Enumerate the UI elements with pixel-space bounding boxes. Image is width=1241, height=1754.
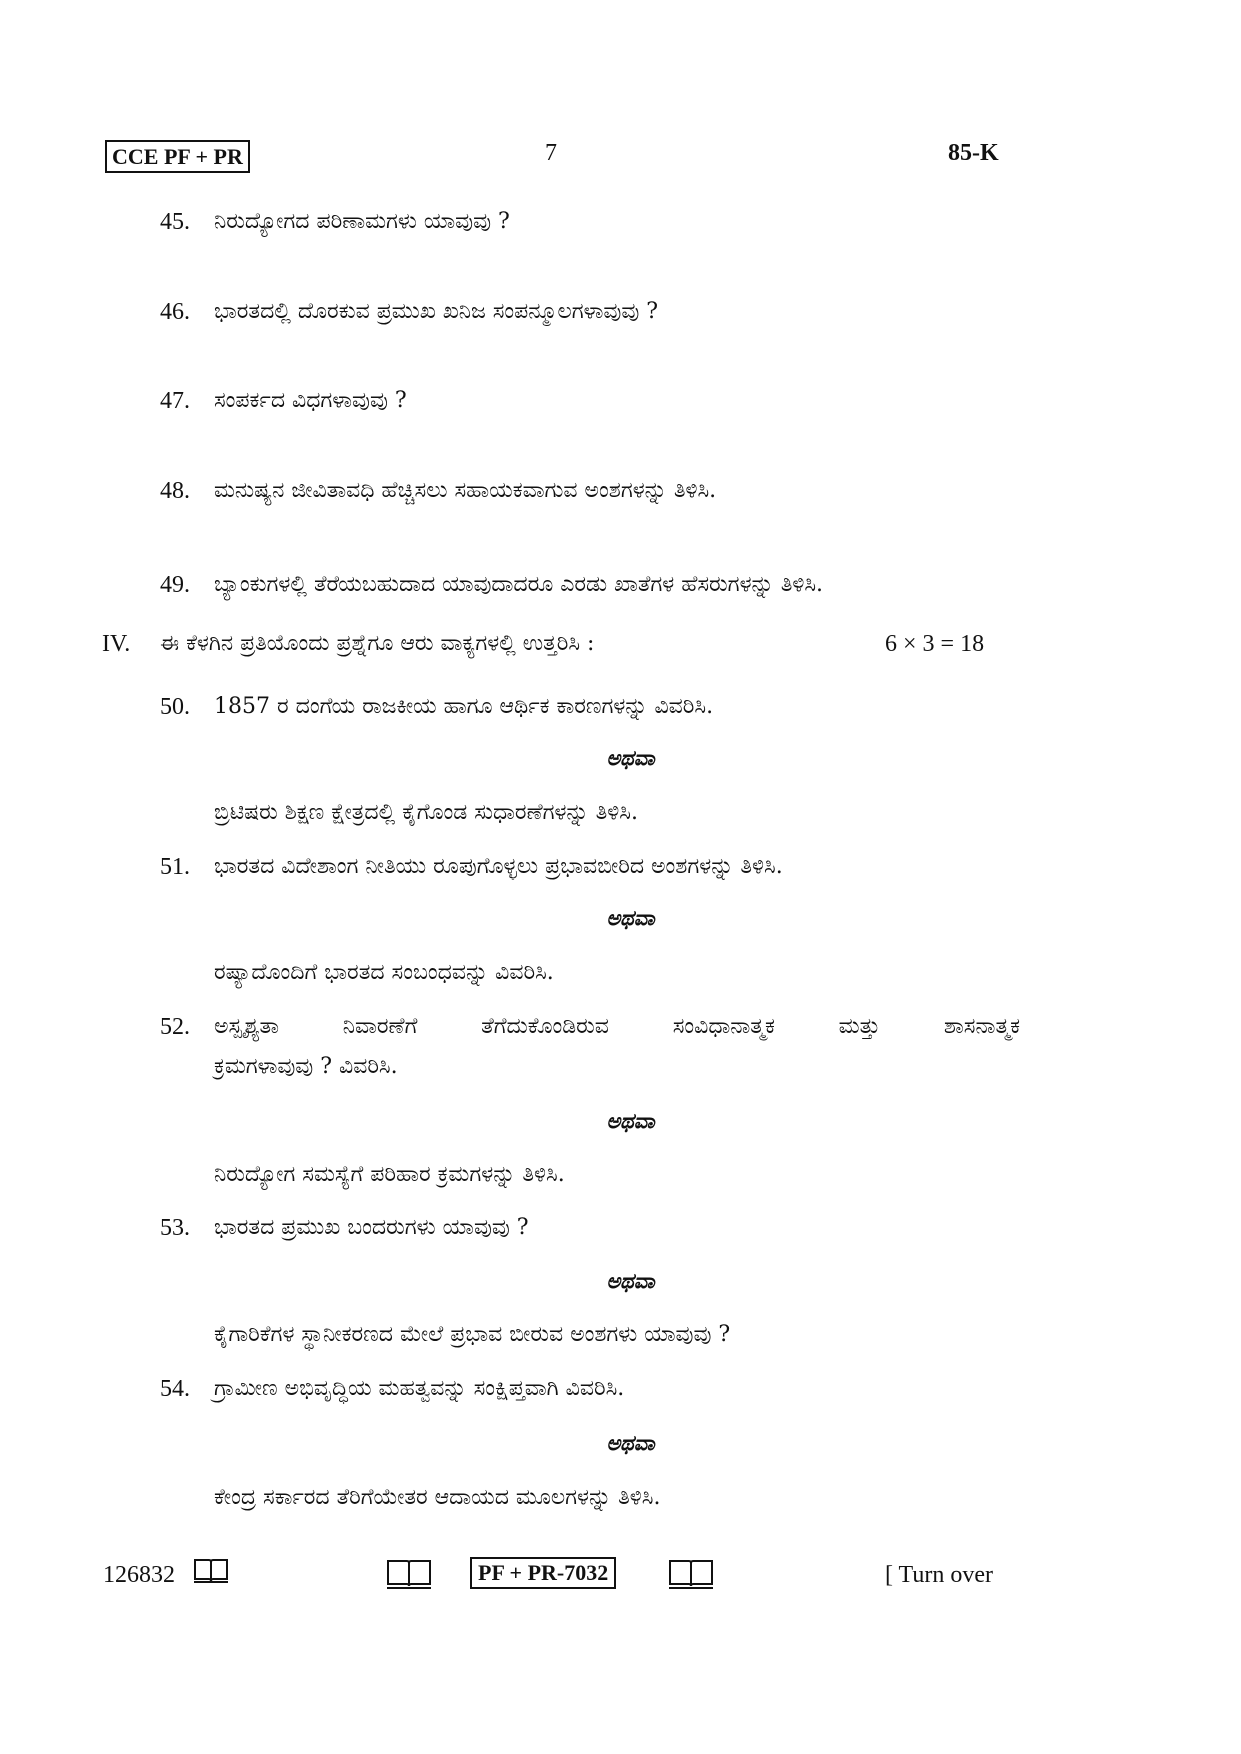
question-text: ಭಾರತದ ವಿದೇಶಾಂಗ ನೀತಿಯು ರೂಪುಗೊಳ್ಳಲು ಪ್ರಭಾವಬೀರಿದ ಅಂಶಗಳನ್ನು ತಿಳಿಸಿ. [214,854,783,879]
footer-code: 126832 [103,1562,175,1588]
header-code-box: CCE PF + PR [105,140,250,173]
question-number: 45. [160,209,190,235]
question-51-alternative: ರಷ್ಯಾದೊಂದಿಗೆ ಭಾರತದ ಸಂಬಂಧವನ್ನು ವಿವರಿಸಿ. [214,960,554,985]
page-number: 7 [545,140,557,166]
question-number: 54. [160,1376,190,1402]
or-label: ಅಥವಾ [606,1430,655,1455]
question-number: 49. [160,572,190,598]
section-number: IV. [102,631,131,657]
question-text: ನಿರುದ್ಯೋಗದ ಪರಿಣಾಮಗಳು ಯಾವುವು ? [214,209,510,234]
question-54-alternative: ಕೇಂದ್ರ ಸರ್ಕಾರದ ತೆರಿಗೆಯೇತರ ಆದಾಯದ ಮೂಲಗಳನ್ನು ತಿಳಿಸಿ. [214,1485,661,1510]
question-text: ಭಾರತದಲ್ಲಿ ದೊರಕುವ ಪ್ರಮುಖ ಖನಿಜ ಸಂಪನ್ಮೂಲಗಳಾವುವು ? [214,299,659,324]
or-label: ಅಥವಾ [606,745,655,770]
question-number: 48. [160,478,190,504]
question-53-alternative: ಕೈಗಾರಿಕೆಗಳ ಸ್ಥಾನೀಕರಣದ ಮೇಲೆ ಪ್ರಭಾವ ಬೀರುವ ಅಂಶಗಳು ಯಾವುವು ? [214,1322,731,1347]
book-icon [386,1556,432,1594]
book-icon [668,1556,714,1594]
question-number: 50. [160,694,190,720]
question-number: 53. [160,1215,190,1241]
or-label: ಅಥವಾ [606,1268,655,1293]
section-instruction: ಈ ಕೆಳಗಿನ ಪ್ರತಿಯೊಂದು ಪ್ರಶ್ನೆಗೂ ಆರು ವಾಕ್ಯಗಳಲ್ಲಿ ಉತ್ತರಿಸಿ : [160,631,595,656]
question-text: 1857 ರ ದಂಗೆಯ ರಾಜಕೀಯ ಹಾಗೂ ಆರ್ಥಿಕ ಕಾರಣಗಳನ್ನು ವಿವರಿಸಿ. [214,694,714,719]
question-52-alternative: ನಿರುದ್ಯೋಗ ಸಮಸ್ಯೆಗೆ ಪರಿಹಾರ ಕ್ರಮಗಳನ್ನು ತಿಳಿಸಿ. [214,1162,565,1187]
or-label: ಅಥವಾ [606,905,655,930]
question-text: ಭಾರತದ ಪ್ರಮುಖ ಬಂದರುಗಳು ಯಾವುವು ? [214,1215,529,1240]
or-label: ಅಥವಾ [606,1108,655,1133]
question-number: 47. [160,388,190,414]
question-number: 52. [160,1014,190,1040]
question-text: ಮನುಷ್ಯನ ಜೀವಿತಾವಧಿ ಹೆಚ್ಚಿಸಲು ಸಹಾಯಕವಾಗುವ ಅಂಶಗಳನ್ನು ತಿಳಿಸಿ. [214,478,717,503]
question-text-line-2: ಕ್ರಮಗಳಾವುವು ? ವಿವರಿಸಿ. [214,1054,398,1079]
turn-over-note: [ Turn over [885,1562,994,1588]
question-50-alternative: ಬ್ರಿಟಿಷರು ಶಿಕ್ಷಣ ಕ್ಷೇತ್ರದಲ್ಲಿ ಕೈಗೊಂಡ ಸುಧಾರಣೆಗಳನ್ನು ತಿಳಿಸಿ. [214,800,638,825]
question-text: ಸಂಪರ್ಕದ ವಿಧಗಳಾವುವು ? [214,388,407,413]
footer-code-box: PF + PR-7032 [470,1557,616,1589]
question-text-line-1: ಅಸ್ಪೃಶ್ಯತಾ ನಿವಾರಣೆಗೆ ತೆಗೆದುಕೊಂಡಿರುವ ಸಂವಿಧಾನಾತ್ಮಕ ಮತ್ತು ಶಾಸನಾತ್ಮಕ [214,1014,1020,1039]
paper-code: 85-K [948,140,999,166]
question-text: ಗ್ರಾಮೀಣ ಅಭಿವೃದ್ಧಿಯ ಮಹತ್ವವನ್ನು ಸಂಕ್ಷಿಪ್ತವಾಗಿ ವಿವರಿಸಿ. [214,1376,625,1401]
question-number: 51. [160,854,190,880]
question-number: 46. [160,299,190,325]
question-text: ಬ್ಯಾಂಕುಗಳಲ್ಲಿ ತೆರೆಯಬಹುದಾದ ಯಾವುದಾದರೂ ಎರಡು ಖಾತೆಗಳ ಹೆಸರುಗಳನ್ನು ತಿಳಿಸಿ. [214,572,824,597]
section-marks: 6 × 3 = 18 [885,631,985,657]
book-icon [193,1556,229,1588]
